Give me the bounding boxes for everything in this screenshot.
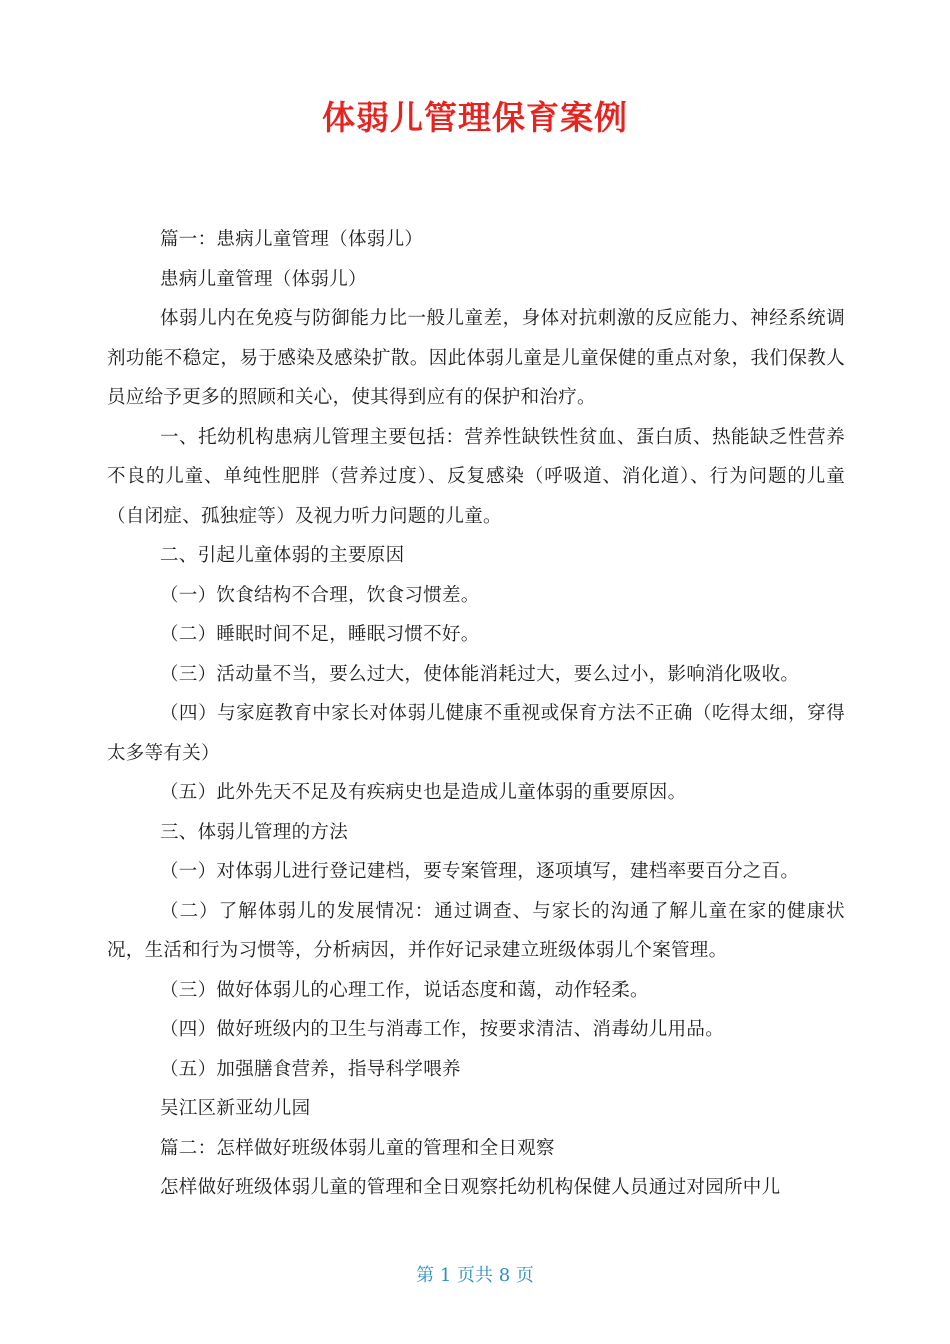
paragraph: 体弱儿内在免疫与防御能力比一般儿童差，身体对抗刺激的反应能力、神经系统调剂功能不稳定，易于感染及感染扩散。因此体弱儿童是儿童保健的重点对象，我们保教人员应给予更多的照顾和关心，使其得到应有的保护和治疗。 (107, 308, 845, 408)
paragraph-heading: 二、引起儿童体弱的主要原因 (160, 545, 405, 566)
paragraph: （二）了解体弱儿的发展情况：通过调查、与家长的沟通了解儿童在家的健康状况，生活和行为习惯等，分析病因，并作好记录建立班级体弱儿个案管理。 (107, 900, 845, 961)
paragraph-signature: 吴江区新亚幼儿园 (160, 1098, 311, 1119)
paragraph-section-heading: 篇二：怎样做好班级体弱儿童的管理和全日观察 (160, 1137, 555, 1159)
document-title: 体弱儿管理保育案例 (322, 98, 628, 137)
document-body (107, 220, 845, 1208)
paragraph: （三）活动量不当，要么过大，使体能消耗过大，要么过小，影响消化吸收。 (160, 663, 800, 685)
paragraph: 怎样做好班级体弱儿童的管理和全日观察托幼机构保健人员通过对园所中儿 (160, 1177, 781, 1198)
page-number-footer: 第 1 页共 8 页 (416, 1265, 534, 1286)
paragraph: （四）与家庭教育中家长对体弱儿健康不重视或保育方法不正确（吃得太细，穿得太多等有关） (107, 703, 845, 764)
paragraph: （二）睡眠时间不足，睡眠习惯不好。 (160, 624, 480, 645)
paragraph: 一、托幼机构患病儿管理主要包括：营养性缺铁性贫血、蛋白质、热能缺乏性营养不良的儿童、单纯性肥胖（营养过度）、反复感染（呼吸道、消化道）、行为问题的儿童（自闭症、孤独症等）及视力听力问题的儿童。 (107, 426, 845, 527)
paragraph: （一）饮食结构不合理，饮食习惯差。 (160, 584, 480, 606)
paragraph: （五）加强膳食营养，指导科学喂养 (160, 1058, 461, 1080)
paragraph: （五）此外先天不足及有疾病史也是造成儿童体弱的重要原因。 (160, 782, 687, 803)
paragraph: （三）做好体弱儿的心理工作，说话态度和蔼，动作轻柔。 (160, 979, 649, 1001)
paragraph-section-heading: 篇一：患病儿童管理（体弱儿） (160, 229, 424, 250)
paragraph: （一）对体弱儿进行登记建档，要专案管理，逐项填写，建档率要百分之百。 (160, 861, 800, 882)
paragraph-heading: 三、体弱儿管理的方法 (160, 821, 349, 843)
paragraph: （四）做好班级内的卫生与消毒工作，按要求清洁、消毒幼儿用品。 (160, 1019, 725, 1040)
paragraph-subheading: 患病儿童管理（体弱儿） (160, 268, 367, 290)
